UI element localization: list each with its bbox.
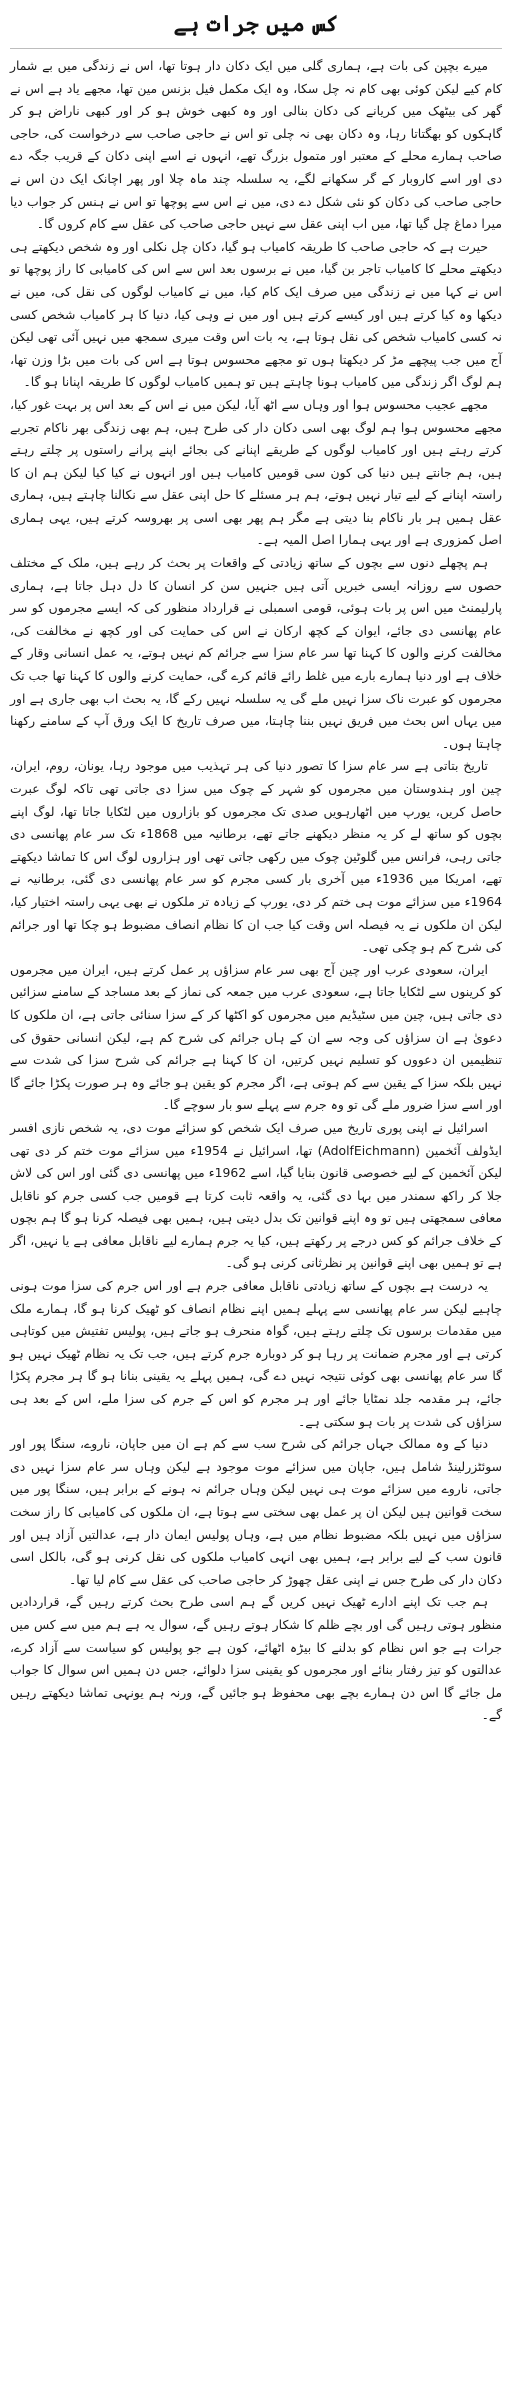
paragraph: تاریخ بتاتی ہے سر عام سزا کا تصور دنیا کی ہر تہذیب میں موجود رہا، یونان، روم، ایران، چین اور ہندوستان میں مجرموں کو شہر کے چوک میں سزا دی جاتی تھی تاکہ لوگ عبرت حاصل کریں، یورپ میں اٹھارہویں صدی تک مجرموں کو بازاروں میں لٹکایا جاتا تھا، لوگ اپنے بچوں کو ساتھ لے کر یہ منظر دیکھنے جاتے تھے، برطانیہ میں 1868ء تک سر عام پھانسی دی جاتی رہی، فرانس میں گلوٹین چوک میں رکھی جاتی تھی اور ہزاروں لوگ اس کا تماشا دیکھتے تھے، امریکا میں 1936ء میں آخری بار کسی مجرم کو سر عام پھانسی دی گئی، برطانیہ نے 1964ء میں سزائے موت ہی ختم کر دی، یورپ کے زیادہ تر ملکوں نے بھی یہی راستہ اختیار کیا، لیکن ان ملکوں نے یہ فیصلہ اس وقت کیا جب ان کا نظام انصاف مضبوط ہو چکا تھا اور جرائم کی شرح کم ہو چکی تھی۔ (10, 758, 502, 955)
paragraph: ایران، سعودی عرب اور چین آج بھی سر عام سزاؤں پر عمل کرتے ہیں، ایران میں مجرموں کو کرینوں سے لٹکایا جاتا ہے، سعودی عرب میں جمعہ کی نماز کے بعد مساجد کے سامنے سزائیں دی جاتی ہیں، چین میں سٹیڈیم میں مجرموں کو اکٹھا کر کے سزا سنائی جاتی ہے، ان ملکوں کا دعویٰ ہے ان سزاؤں کی وجہ سے ان کے ہاں جرائم کی شرح کم ہے، لیکن انسانی حقوق کی تنظیمیں ان دعووں کو تسلیم نہیں کرتیں، ان کا کہنا ہے جرائم کی شرح سزا کی شدت سے نہیں بلکہ سزا کے یقین سے کم ہوتی ہے، اگر مجرم کو یقین ہو جائے وہ ہر صورت پکڑا جائے گا اور اسے سزا ضرور ملے گی تو وہ جرم سے پہلے سو بار سوچے گا۔ (10, 961, 502, 1113)
paragraph: میرے بچپن کی بات ہے، ہماری گلی میں ایک دکان دار ہوتا تھا، اس نے زندگی میں بے شمار کام کیے لیکن کوئی بھی کام نہ چل سکا، وہ ایک مکمل فیل بزنس مین تھا، مجھے یاد ہے اس نے گھر کی بیٹھک میں کریانے کی دکان بنالی اور وہ کبھی خوش ہو کر اور کبھی ناراض ہو کر گاہکوں کو بھگتاتا رہا، وہ دکان بھی نہ چلی تو اس نے حاجی صاحب سے درخواست کی، حاجی صاحب ہمارے محلے کے معتبر اور متمول بزرگ تھے، انہوں نے اسے اپنی دکان کے قریب جگہ دے دی اور اسے کاروبار کے گر سکھانے لگے، یہ سلسلہ چند ماہ چلا اور پھر اچانک ایک دن اس نے حاجی صاحب کی دکان کو نئی شکل دے دی، میں نے اس سے پوچھا تو اس نے ہنس کر جواب دیا میرا دماغ چل گیا تھا، میں اب اپنی عقل سے نہیں حاجی صاحب کی عقل سے کام کروں گا۔ (10, 58, 502, 232)
paragraph: مجھے عجیب محسوس ہوا اور وہاں سے اٹھ آیا، لیکن میں نے اس کے بعد اس پر بہت غور کیا، مجھے محسوس ہوا ہم لوگ بھی اسی دکان دار کی طرح ہیں، ہم بھی زندگی بھر ناکام تجربے کرتے رہتے ہیں اور کامیاب لوگوں کے طریقے اپنانے کی بجائے اپنے پرانے راستوں پر چلتے رہتے ہیں، ہم جانتے ہیں دنیا کی کون سی قومیں کامیاب ہیں اور انہوں نے کیا کیا لیکن ہم ان کا راستہ اپنانے کے لیے تیار نہیں ہوتے، ہم ہر مسئلے کا حل اپنی عقل سے نکالنا چاہتے ہیں، ہماری عقل ہمیں ہر بار ناکام بنا دیتی ہے مگر ہم پھر بھی اسی پر بھروسہ کرتے ہیں، یہی ہماری اصل کمزوری ہے اور یہی ہمارا اصل المیہ ہے۔ (10, 396, 502, 548)
paragraph: دنیا کے وہ ممالک جہاں جرائم کی شرح سب سے کم ہے ان میں جاپان، ناروے، سنگا پور اور سوئٹزرلینڈ شامل ہیں، جاپان میں سزائے موت موجود ہے لیکن وہاں سر عام سزا نہیں دی جاتی، ناروے میں سزائے موت ہی نہیں لیکن وہاں جرائم نہ ہونے کے برابر ہیں، سنگا پور میں سخت قوانین ہیں لیکن ان پر عمل بھی سختی سے ہوتا ہے، ان ملکوں کی کامیابی کا راز سخت سزاؤں میں نہیں بلکہ مضبوط نظام میں ہے، وہاں پولیس ایمان دار ہے، عدالتیں آزاد ہیں اور قانون سب کے لیے برابر ہے، ہمیں بھی انہی کامیاب ملکوں کی نقل کرنی ہو گی، بالکل اسی دکان دار کی طرح جس نے اپنی عقل چھوڑ کر حاجی صاحب کی عقل سے کام لیا تھا۔ (10, 1436, 502, 1587)
paragraph: حیرت ہے کہ حاجی صاحب کا طریقہ کامیاب ہو گیا، دکان چل نکلی اور وہ شخص دیکھتے ہی دیکھتے محلے کا کامیاب تاجر بن گیا، میں نے برسوں بعد اس سے اس کی کامیابی کا راز پوچھا تو اس نے کہا میں نے زندگی میں صرف ایک کام کیا، میں نے کامیاب لوگوں کی نقل کی، میں نے دیکھا وہ کیا کرتے ہیں اور کیسے کرتے ہیں اور میں نے وہی کیا، دنیا کا ہر کامیاب شخص کسی نہ کسی کامیاب شخص کی نقل ہوتا ہے، یہ بات اس وقت میری سمجھ میں نہیں آئی تھی لیکن آج میں جب پیچھے مڑ کر دیکھتا ہوں تو مجھے محسوس ہوتا ہے اس کی بات میں بڑا وزن تھا، ہم لوگ اگر زندگی میں کامیاب ہونا چاہتے ہیں تو ہمیں کامیاب لوگوں کا طریقہ اپنانا ہو گا۔ (10, 238, 502, 390)
title-area (10, 0, 502, 48)
paragraph: ہم پچھلے دنوں سے بچوں کے ساتھ زیادتی کے واقعات پر بحث کر رہے ہیں، ملک کے مختلف حصوں سے روزانہ ایسی خبریں آتی ہیں جنہیں سن کر انسان کا دل دہل جاتا ہے، ہماری پارلیمنٹ میں اس پر بات ہوئی، قومی اسمبلی نے قرارداد منظور کی کہ ایسے مجرموں کو سر عام پھانسی دی جائے، ایوان کے کچھ ارکان نے اس کی حمایت کی اور کچھ نے مخالفت کی، مخالفت کرنے والوں کا کہنا تھا سر عام سزا سے جرائم کم نہیں ہوتے، یہ عمل انسانی وقار کے خلاف ہے اور دنیا ہمارے بارے میں غلط رائے قائم کرے گی، حمایت کرنے والوں کا کہنا تھا جب تک مجرموں کو عبرت ناک سزا نہیں ملے گی یہ سلسلہ نہیں رکے گا، یہ بحث اب بھی جاری ہے اور میں یہاں اس بحث میں فریق نہیں بننا چاہتا، میں صرف تاریخ کا ایک ورق آپ کے سامنے رکھنا چاہتا ہوں۔ (10, 555, 502, 751)
paragraph: ہم جب تک اپنے ادارے ٹھیک نہیں کریں گے ہم اسی طرح بحث کرتے رہیں گے، قراردادیں منظور ہوتی رہیں گی اور بچے ظلم کا شکار ہوتے رہیں گے، سوال یہ ہے ہم میں سے کس میں جرات ہے جو اس نظام کو بدلنے کا بیڑہ اٹھائے، کون ہے جو پولیس کو سیاست سے آزاد کرے، عدالتوں کو تیز رفتار بنائے اور مجرموں کو یقینی سزا دلوائے، جس دن ہمیں اس سوال کا جواب مل جائے گا اس دن ہمارے بچے بھی محفوظ ہو جائیں گے، ورنہ ہم یونہی تماشا دیکھتے رہیں گے۔ (10, 1594, 502, 1723)
paragraph: یہ درست ہے بچوں کے ساتھ زیادتی ناقابل معافی جرم ہے اور اس جرم کی سزا موت ہونی چاہیے لیکن سر عام پھانسی سے پہلے ہمیں اپنے نظام انصاف کو ٹھیک کرنا ہو گا، ہمارے ملک میں مقدمات برسوں تک چلتے رہتے ہیں، گواہ منحرف ہو جاتے ہیں، پولیس تفتیش میں کوتاہی کرتی ہے اور مجرم ضمانت پر رہا ہو کر دوبارہ جرم کرتے ہیں، جب تک یہ نظام ٹھیک نہیں ہو گا سر عام پھانسی بھی کوئی نتیجہ نہیں دے گی، ہمیں پہلے یہ یقینی بنانا ہو گا ہر مجرم پکڑا جائے، ہر مقدمہ جلد نمٹایا جائے اور ہر مجرم کو اس کے جرم کی سزا ملے، اس کے بعد ہی سزاؤں کی شدت پر بات ہو سکتی ہے۔ (10, 1278, 502, 1429)
article-body (10, 55, 502, 1727)
article-title: کس میں جرات ہے (173, 11, 339, 37)
paragraph: اسرائیل نے اپنی پوری تاریخ میں صرف ایک شخص کو سزائے موت دی، یہ شخص نازی افسر ایڈولف آئخمین (AdolfEichmann) تھا، اسرائیل نے 1954ء میں سزائے موت ختم کر دی تھی لیکن آئخمین کے لیے خصوصی قانون بنایا گیا، اسے 1962ء میں پھانسی دی گئی اور اس کی لاش جلا کر راکھ سمندر میں بہا دی گئی، یہ واقعہ ثابت کرتا ہے قومیں جب کسی جرم کو ناقابل معافی سمجھتی ہیں تو وہ اپنے قوانین تک بدل دیتی ہیں، ہمیں بھی فیصلہ کرنا ہو گا ہم بچوں کے خلاف جرائم کو کس درجے پر رکھتے ہیں، کیا یہ جرم ہمارے لیے ناقابل معافی ہے یا نہیں، اگر ہے تو ہمیں بھی اپنے قوانین پر نظرثانی کرنی ہو گی۔ (10, 1119, 502, 1271)
title-divider (10, 48, 502, 49)
